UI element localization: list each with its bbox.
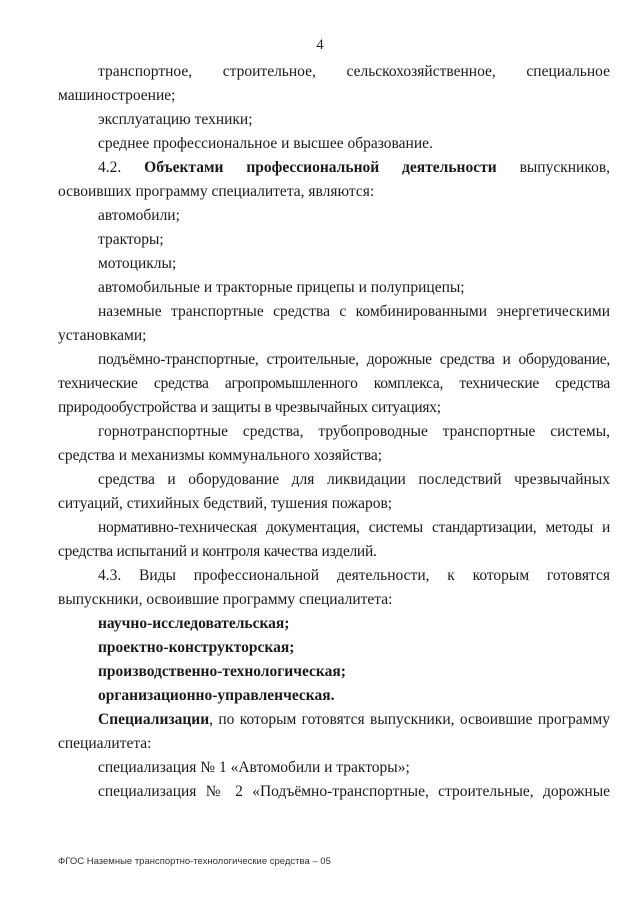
activity-type: производственно-технологическая;: [98, 663, 346, 680]
object-item: подъёмно-транспортные, строительные, дорожные средства и оборудование, технические средства агропромышленного комплекса, технические средства природообустройства и защиты в чрезвычайных ситуациях;: [58, 351, 610, 416]
specialization-item: специализация № 1 «Автомобили и тракторы»;: [98, 759, 410, 776]
section-4-2-heading: [58, 156, 610, 204]
section-number: 4.2.: [98, 159, 122, 176]
section-text: выпускников, освоивших программу специалитета, являются:: [58, 159, 611, 200]
object-item: нормативно-техническая документация, системы стандартизации, методы и средства испытаний и контроля качества изделий.: [58, 519, 610, 560]
specializations-intro: [58, 708, 610, 756]
bold-lead: Объектами профессиональной деятельности: [144, 159, 497, 176]
intro-text: , по которым готовятся выпускники, освоившие программу специалитета:: [58, 711, 610, 752]
page-number: 4: [316, 37, 324, 53]
object-item: тракторы;: [98, 231, 164, 248]
paragraph: среднее профессиональное и высшее образование.: [98, 135, 433, 152]
activity-type: научно-исследовательская;: [98, 615, 290, 632]
object-item: автомобили;: [98, 207, 180, 224]
activity-type: организационно-управленческая.: [98, 687, 335, 704]
specialization-item: специализация № 2 «Подъёмно-транспортные, строительные, дорожные: [98, 783, 610, 800]
document-body: [58, 60, 610, 804]
object-item: горнотранспортные средства, трубопроводные транспортные системы, средства и механизмы коммунального хозяйства;: [58, 423, 610, 464]
paragraph: эксплуатацию техники;: [98, 111, 253, 128]
object-item: средства и оборудование для ликвидации последствий чрезвычайных ситуаций, стихийных бедствий, тушения пожаров;: [58, 471, 610, 512]
paragraph: транспортное, строительное, сельскохозяйственное, специальное машиностроение;: [58, 63, 610, 104]
document-footer: ФГОС Наземные транспортно-технологические средства – 05: [58, 856, 331, 867]
object-item: мотоциклы;: [98, 255, 177, 272]
object-item: наземные транспортные средства с комбинированными энергетическими установками;: [58, 303, 610, 344]
activity-type: проектно-конструкторская;: [98, 639, 295, 656]
bold-lead: Специализации: [98, 711, 210, 728]
section-4-3-heading: 4.3. Виды профессиональной деятельности, к которым готовятся выпускники, освоившие программу специалитета:: [58, 567, 610, 608]
object-item: автомобильные и тракторные прицепы и полуприцепы;: [98, 279, 465, 296]
